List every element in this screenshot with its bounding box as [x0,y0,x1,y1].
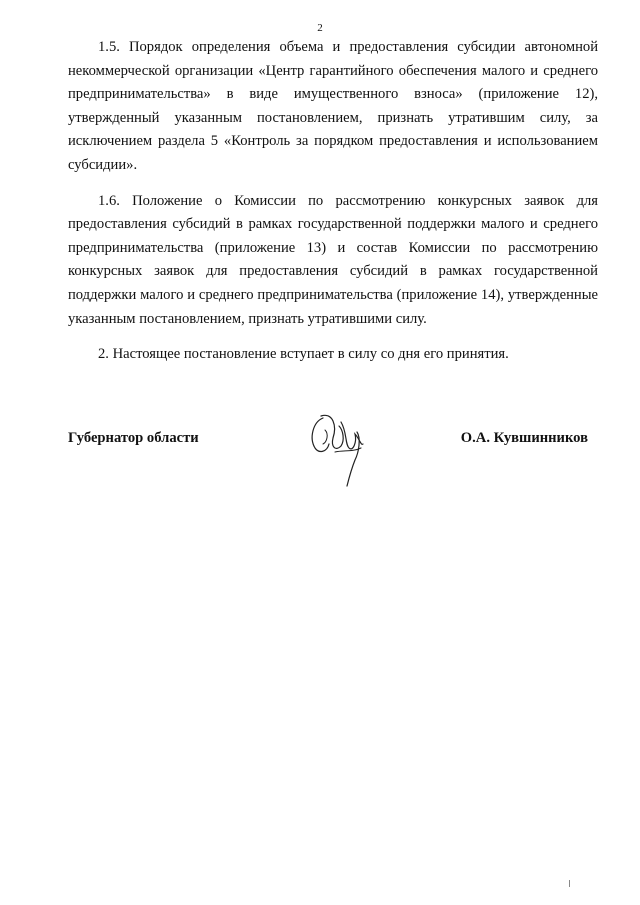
scan-mark [569,880,570,887]
page-number: 2 [317,22,323,34]
paragraph-1-5: 1.5. Порядок определения объема и предоставления субсидии автономной некоммерческой организации «Центр гарантийного обеспечения малого и среднего предпринимательства» в виде имущественного взноса» (приложение 12), утвержденный указанным постановлением, признать утратившим силу, за исключением раздела 5 «Контроль за порядком предоставления и использованием субсидии». [68,39,598,173]
document-body [68,36,598,367]
paragraph-1-6: 1.6. Положение о Комиссии по рассмотрению конкурсных заявок для предоставления субсидий в рамках государственной поддержки малого и среднего предпринимательства (приложение 13) и состав Комиссии по рассмотрению конкурсных заявок для предоставления субсидий в рамках государственной поддержки малого и среднего предпринимательства (приложение 14), утвержденные указанным постановлением, признать утратившими силу. [68,192,598,327]
handwritten-signature [305,408,375,490]
signatory-position: Губернатор области [68,430,199,446]
signatory-name: О.А. Кувшинников [460,430,588,446]
paragraph-2: 2. Настоящее постановление вступает в силу со дня его принятия. [98,346,509,363]
